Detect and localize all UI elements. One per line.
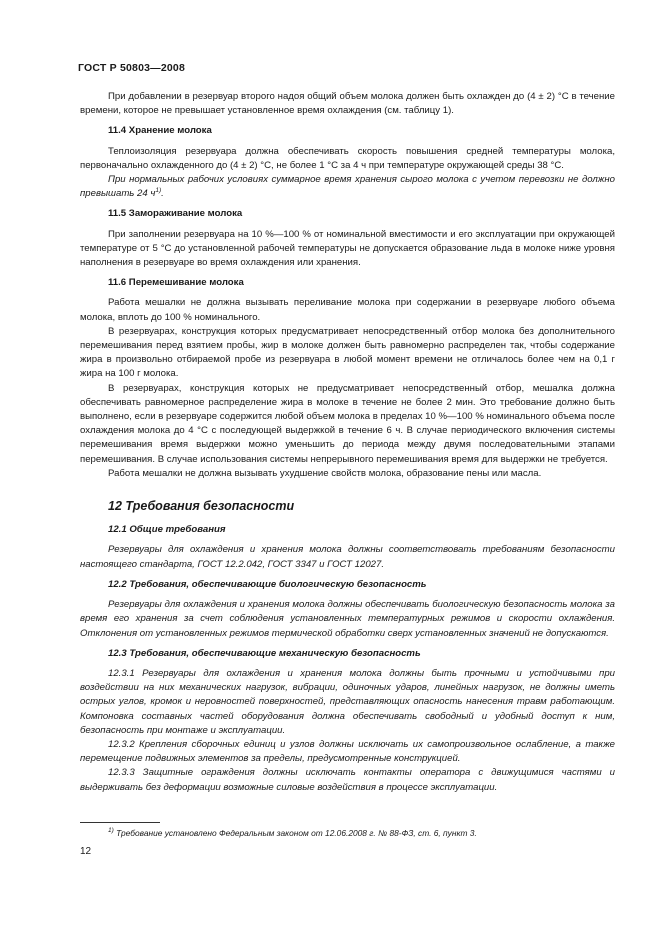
page-body xyxy=(80,90,615,795)
paragraph-11-6-1: Работа мешалки не должна вызывать переливание молока при содержании в резервуаре любого объема молока, вплоть до 100 % номинального. xyxy=(80,297,615,323)
heading-11-4: 11.4 Хранение молока xyxy=(108,125,212,137)
heading-11-5: 11.5 Замораживание молока xyxy=(108,208,243,220)
paragraph-11-4-2-end: . xyxy=(161,188,164,200)
paragraph-11-4-2 xyxy=(80,173,615,201)
paragraph-11-5-1: При заполнении резервуара на 10 %—100 % от номинальной вместимости и его эксплуатации при окружающей температуре от 5 °C до установленной рабочей температуры не допускается образование льда в молоке ниже уровня наполнения в резервуаре во время охлаждения или хранения. xyxy=(80,228,615,269)
paragraph-11-6-2: В резервуарах, конструкция которых предусматривает непосредственный отбор молока без дополнительного перемешивания перед взятием пробы, жир в молоке должен быть равномерно распределен так, чтобы содержание жира в произвольно отбираемой пробе из резервуара в любой момент времени не отличалось более чем на 0,1 г жира на 100 г молока. xyxy=(80,325,615,380)
page-number: 12 xyxy=(80,846,92,857)
paragraph-top: При добавлении в резервуар второго надоя общий объем молока должен быть охлажден до (4 ± 2) °C в течение времени, которое не превышает установленное время охлаждения (см. таблицу 1). xyxy=(80,91,615,117)
paragraph-12-3-3: 12.3.3 Защитные ограждения должны исключать контакты оператора с движущимися частями и выдерживать без деформации возможные силовые воздействия в процессе эксплуатации. xyxy=(80,767,615,793)
paragraph-11-4-1: Теплоизоляция резервуара должна обеспечивать скорость повышения средней температуры молока, первоначально охлажденного до (4 ± 2) °C, не более 1 °C за 4 ч при температуре окружающей среды 38 °C. xyxy=(80,145,615,171)
paragraph-12-1: Резервуары для охлаждения и хранения молока должны соответствовать требованиям безопасности настоящего стандарта, ГОСТ 12.2.042, ГОСТ 3347 и ГОСТ 12027. xyxy=(80,544,615,570)
heading-12-3: 12.3 Требования, обеспечивающие механическую безопасность xyxy=(108,647,421,659)
document-header: ГОСТ Р 50803—2008 xyxy=(78,62,186,74)
heading-12: 12 Требования безопасности xyxy=(108,499,295,514)
footnote-divider xyxy=(80,822,160,823)
paragraph-11-4-2-text: При нормальных рабочих условиях суммарное время хранения сырого молока с учетом перевозки не должно превышать 24 ч xyxy=(80,174,615,200)
paragraph-12-2: Резервуары для охлаждения и хранения молока должны обеспечивать биологическую безопасность молока за время его хранения за счет соблюдения установленных температурных режимов и скорости охлаждения. Отклонения от установленных режимов термической обработки сверх установленных значений не допускаются. xyxy=(80,599,615,639)
footnote-mark: 1) xyxy=(108,827,114,835)
footnote xyxy=(108,828,477,838)
paragraph-12-3-1: 12.3.1 Резервуары для охлаждения и хранения молока должны быть прочными и устойчивыми при воздействии на них механических нагрузок, вибрации, одиночных ударов, линейных нагрузок, не должны иметь острых углов, кромок и неровностей поверхностей, представляющих опасность нанесения травм работающим. Компоновка составных частей оборудования должна обеспечивать свободный и удобный доступ к ним, безопасность при монтаже и эксплуатации. xyxy=(80,667,615,736)
paragraph-12-3-2: 12.3.2 Крепления сборочных единиц и узлов должны исключать их самопроизвольное ослабление, а также перемещение подвижных элементов за пределы, предусмотренные конструкцией. xyxy=(80,738,615,765)
heading-11-6: 11.6 Перемешивание молока xyxy=(108,277,244,289)
footnote-ref: 1) xyxy=(155,187,162,195)
heading-12-1: 12.1 Общие требования xyxy=(108,524,226,536)
heading-12-2: 12.2 Требования, обеспечивающие биологическую безопасность xyxy=(108,578,427,590)
paragraph-11-6-3: В резервуарах, конструкция которых не предусматривает непосредственный отбор, мешалка должна обеспечивать равномерное распределение жира в молоке в течение не более 2 мин. Это требование должно быть выполнено, если в резервуаре содержится любой объем молока в пределах 10 %—100 % номинального объема после охлаждения молока до 4 °C с последующей выдержкой в течение 6 ч. В случае периодического включения системы перемешивания время выдержки можно уменьшить до периода между двумя последовательными этапами перемешивания. В случае использования системы непрерывного перемешивания время для выдержки не требуется. xyxy=(80,382,615,465)
paragraph-11-6-4: Работа мешалки не должна вызывать ухудшение свойств молока, образование пены или масла. xyxy=(108,467,542,479)
footnote-text: Требование установлено Федеральным законом от 12.06.2008 г. № 88-ФЗ, ст. 6, пункт 3. xyxy=(116,828,477,838)
